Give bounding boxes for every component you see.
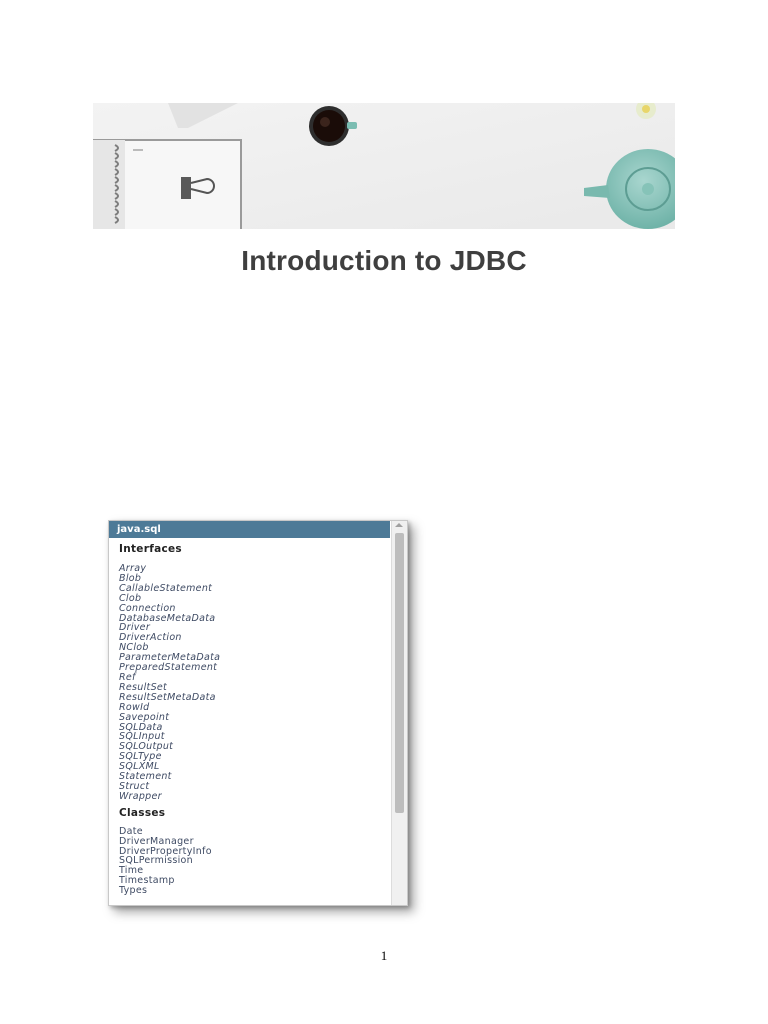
classes-heading: Classes (119, 806, 166, 819)
interface-link[interactable]: Savepoint (119, 711, 170, 723)
interfaces-heading: Interfaces (119, 543, 182, 555)
interface-link[interactable]: Blob (119, 572, 142, 584)
scroll-thumb[interactable] (395, 533, 404, 813)
java-sql-package-frame (108, 520, 408, 906)
class-link[interactable]: Timestamp (119, 875, 175, 887)
interface-link[interactable]: Statement (119, 771, 172, 783)
class-link[interactable]: Date (119, 825, 143, 837)
page-number: 1 (380, 948, 388, 963)
interface-link[interactable]: RowId (119, 701, 150, 713)
interface-link[interactable]: ResultSet (119, 681, 168, 693)
interface-link[interactable]: Wrapper (119, 790, 162, 802)
interface-link[interactable]: SQLOutput (119, 741, 174, 753)
interface-link[interactable]: Connection (119, 602, 176, 614)
scrollbar[interactable] (391, 521, 407, 905)
interface-link[interactable]: SQLType (119, 751, 162, 763)
interface-link[interactable]: SQLInput (119, 731, 165, 743)
class-link[interactable]: DriverManager (119, 835, 194, 847)
scroll-up-arrow-icon[interactable] (395, 523, 403, 527)
desk-scene-illustration (93, 103, 675, 229)
interface-link[interactable]: CallableStatement (119, 582, 213, 594)
interface-link[interactable]: Struct (119, 780, 150, 792)
page-title: Introduction to JDBC (241, 245, 527, 276)
classes-list (119, 827, 379, 896)
class-link[interactable]: SQLPermission (119, 855, 193, 867)
package-header: java.sql (109, 521, 390, 538)
header-banner-image (93, 103, 675, 229)
interface-link[interactable]: Clob (119, 592, 142, 604)
package-contents (119, 540, 379, 896)
interface-link[interactable]: SQLData (119, 721, 163, 733)
interface-link[interactable]: PreparedStatement (119, 662, 218, 674)
class-link[interactable]: Types (119, 885, 148, 897)
interface-link[interactable]: DriverAction (119, 632, 182, 644)
class-link[interactable]: DriverPropertyInfo (119, 845, 212, 857)
interface-link[interactable]: Array (119, 563, 147, 574)
interface-link[interactable]: NClob (119, 642, 149, 654)
interface-link[interactable]: Driver (119, 622, 151, 634)
interface-link[interactable]: Ref (119, 671, 136, 683)
notebook-icon (93, 140, 241, 229)
interface-link[interactable]: ParameterMetaData (119, 652, 221, 664)
class-link[interactable]: Time (119, 865, 144, 877)
interfaces-list (119, 564, 379, 802)
interface-link[interactable]: ResultSetMetaData (119, 691, 216, 703)
interface-link[interactable]: SQLXML (119, 761, 160, 773)
interface-link[interactable]: DatabaseMetaData (119, 612, 216, 624)
